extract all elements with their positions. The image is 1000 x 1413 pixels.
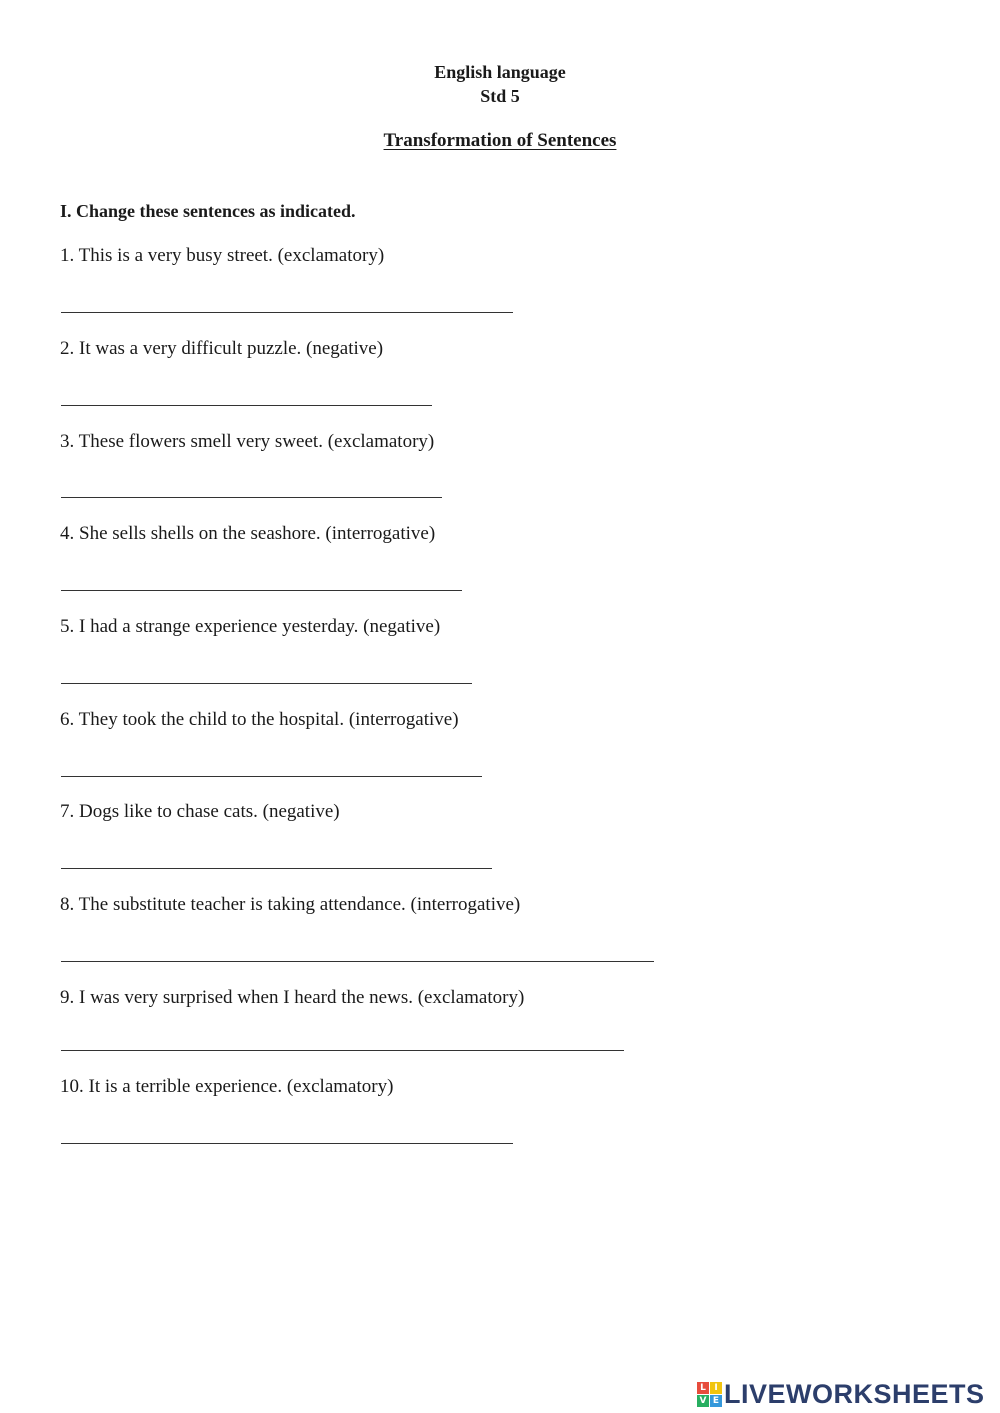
- worksheet-subject: English language: [434, 62, 566, 82]
- logo-cell-e: E: [710, 1395, 722, 1407]
- answer-line-2[interactable]: [61, 405, 432, 406]
- liveworksheets-logo-icon: [697, 1382, 722, 1407]
- question-6: 6. They took the child to the hospital. (interrogative): [60, 709, 459, 730]
- liveworksheets-wordmark: LIVEWORKSHEETS: [724, 1379, 985, 1409]
- logo-cell-i: I: [710, 1382, 722, 1394]
- question-9: 9. I was very surprised when I heard the news. (exclamatory): [60, 987, 525, 1008]
- worksheet-grade: Std 5: [480, 86, 520, 106]
- answer-line-1[interactable]: [61, 312, 513, 313]
- question-2: 2. It was a very difficult puzzle. (negative): [60, 338, 384, 359]
- instruction-heading: I. Change these sentences as indicated.: [60, 201, 356, 221]
- answer-line-10[interactable]: [61, 1143, 513, 1144]
- question-8: 8. The substitute teacher is taking attendance. (interrogative): [60, 894, 521, 915]
- logo-cell-v: V: [697, 1395, 709, 1407]
- question-10: 10. It is a terrible experience. (exclamatory): [60, 1076, 394, 1097]
- question-7: 7. Dogs like to chase cats. (negative): [60, 801, 340, 822]
- logo-cell-l: L: [697, 1382, 709, 1394]
- answer-line-6[interactable]: [61, 776, 482, 777]
- answer-line-8[interactable]: [61, 961, 654, 962]
- question-3: 3. These flowers smell very sweet. (exclamatory): [60, 431, 435, 452]
- answer-line-5[interactable]: [61, 683, 472, 684]
- liveworksheets-logo[interactable]: [697, 1377, 985, 1411]
- answer-line-3[interactable]: [61, 497, 442, 498]
- question-1: 1. This is a very busy street. (exclamatory): [60, 245, 385, 266]
- worksheet-title: Transformation of Sentences: [383, 130, 617, 151]
- answer-line-4[interactable]: [61, 590, 462, 591]
- answer-line-9[interactable]: [61, 1050, 624, 1051]
- question-5: 5. I had a strange experience yesterday. (negative): [60, 616, 441, 637]
- answer-line-7[interactable]: [61, 868, 492, 869]
- question-4: 4. She sells shells on the seashore. (interrogative): [60, 523, 436, 544]
